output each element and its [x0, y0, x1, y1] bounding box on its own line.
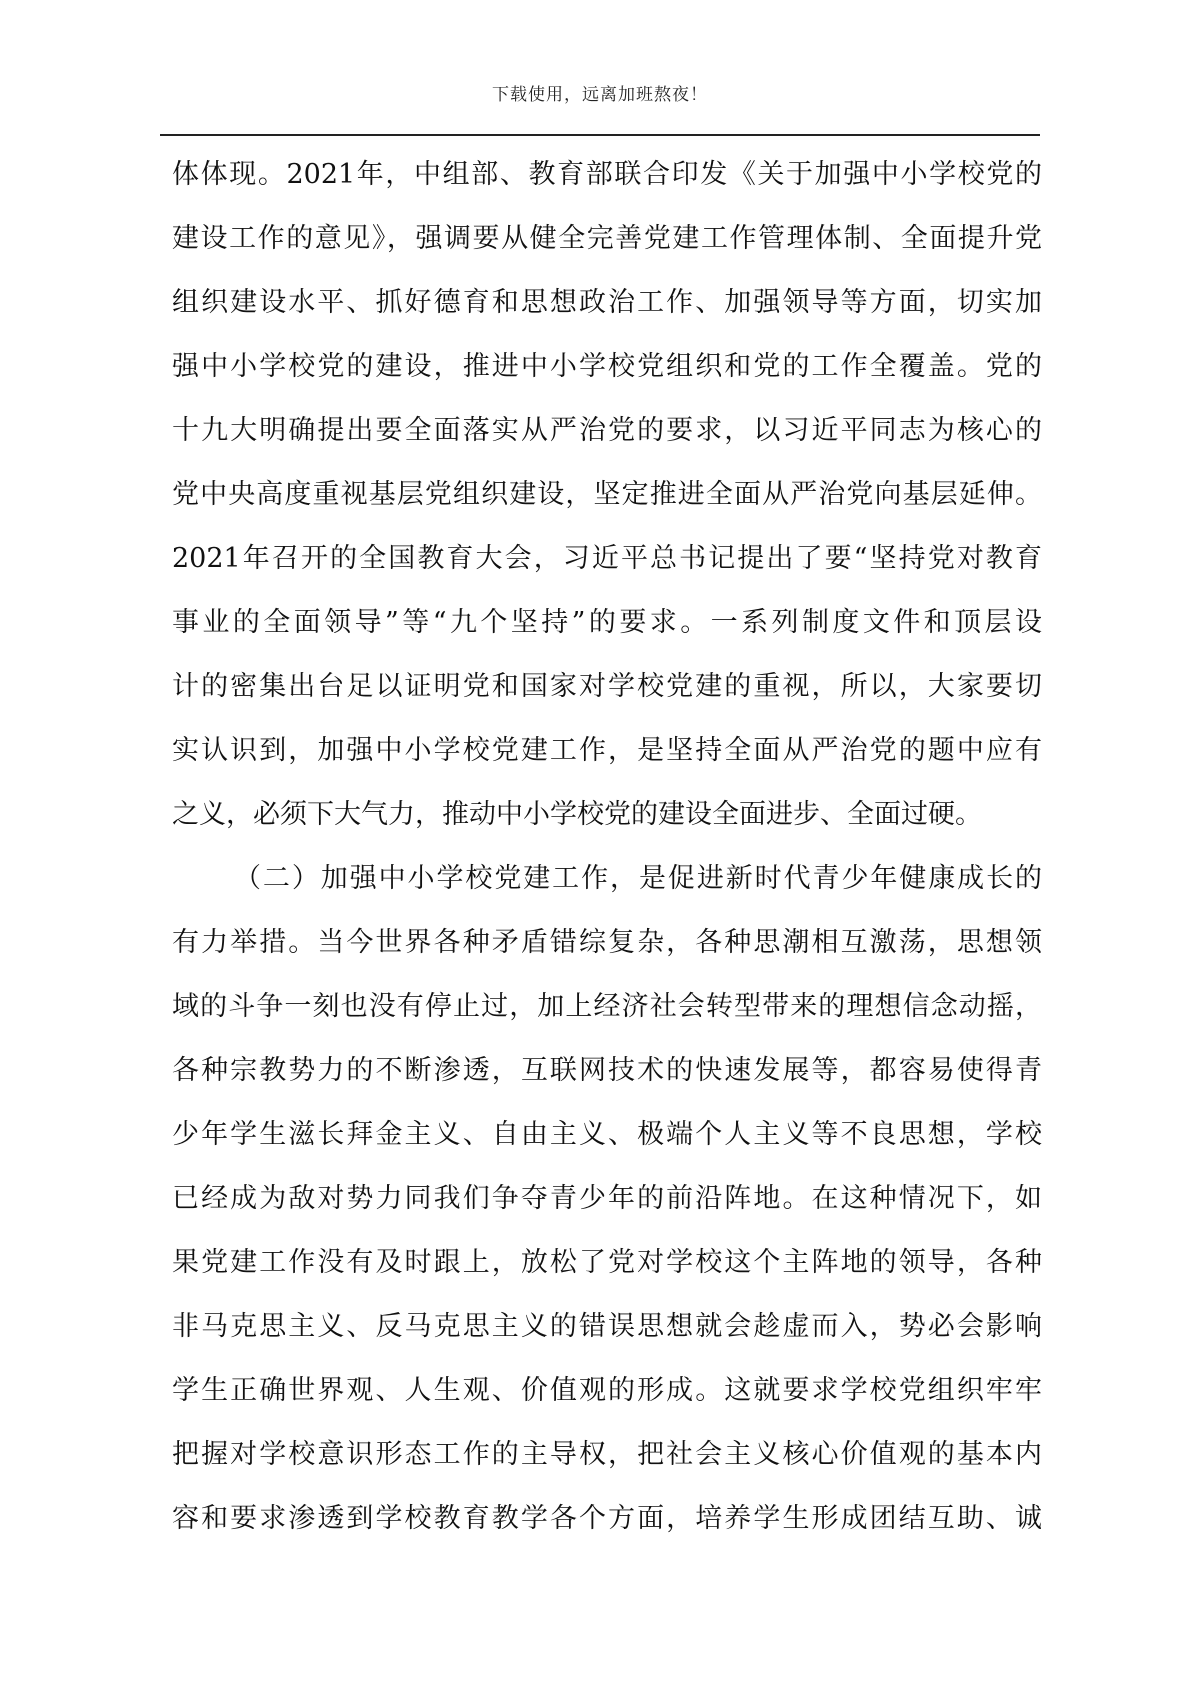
- text-line: 学生正确世界观、人生观、价值观的形成。这就要求学校党组织牢牢: [172, 1375, 1042, 1406]
- text-line: 体体现。2021年，中组部、教育部联合印发《关于加强中小学校党的: [172, 159, 1042, 190]
- text-line: （二）加强中小学校党建工作，是促进新时代青少年健康成长的: [234, 863, 1042, 894]
- text-line: 把握对学校意识形态工作的主导权，把社会主义核心价值观的基本内: [172, 1439, 1042, 1470]
- text-line: 各种宗教势力的不断渗透，互联网技术的快速发展等，都容易使得青: [172, 1055, 1042, 1086]
- text-line: 强中小学校党的建设，推进中小学校党组织和党的工作全覆盖。党的: [172, 351, 1042, 382]
- text-line: 事业的全面领导”等“九个坚持”的要求。一系列制度文件和顶层设: [172, 607, 1042, 638]
- text-line: 实认识到，加强中小学校党建工作，是坚持全面从严治党的题中应有: [172, 735, 1042, 766]
- text-line: 果党建工作没有及时跟上，放松了党对学校这个主阵地的领导，各种: [172, 1247, 1042, 1278]
- text-line: 容和要求渗透到学校教育教学各个方面，培养学生形成团结互助、诚: [172, 1503, 1042, 1534]
- text-line: 非马克思主义、反马克思主义的错误思想就会趁虚而入，势必会影响: [172, 1311, 1042, 1342]
- text-line: 建设工作的意见》，强调要从健全完善党建工作管理体制、全面提升党: [172, 223, 1042, 254]
- text-line: 组织建设水平、抓好德育和思想政治工作、加强领导等方面，切实加: [172, 287, 1042, 318]
- text-line: 域的斗争一刻也没有停止过，加上经济社会转型带来的理想信念动摇，: [172, 991, 1042, 1022]
- text-line: 计的密集出台足以证明党和国家对学校党建的重视，所以，大家要切: [172, 671, 1042, 702]
- text-line: 十九大明确提出要全面落实从严治党的要求，以习近平同志为核心的: [172, 415, 1042, 446]
- text-line: 党中央高度重视基层党组织建设，坚定推进全面从严治党向基层延伸。: [172, 479, 1042, 510]
- text-line: 2021年召开的全国教育大会，习近平总书记提出了要“坚持党对教育: [172, 543, 1042, 574]
- text-line: 之义，必须下大气力，推动中小学校党的建设全面进步、全面过硬。: [172, 799, 982, 830]
- text-line: 有力举措。当今世界各种矛盾错综复杂，各种思潮相互激荡，思想领: [172, 927, 1042, 958]
- header-divider: [160, 134, 1040, 136]
- document-body: [172, 143, 1042, 1551]
- text-line: 少年学生滋长拜金主义、自由主义、极端个人主义等不良思想，学校: [172, 1119, 1042, 1150]
- page-header: 下载使用，远离加班熬夜！: [492, 85, 708, 105]
- text-line: 已经成为敌对势力同我们争夺青少年的前沿阵地。在这种情况下，如: [172, 1183, 1042, 1214]
